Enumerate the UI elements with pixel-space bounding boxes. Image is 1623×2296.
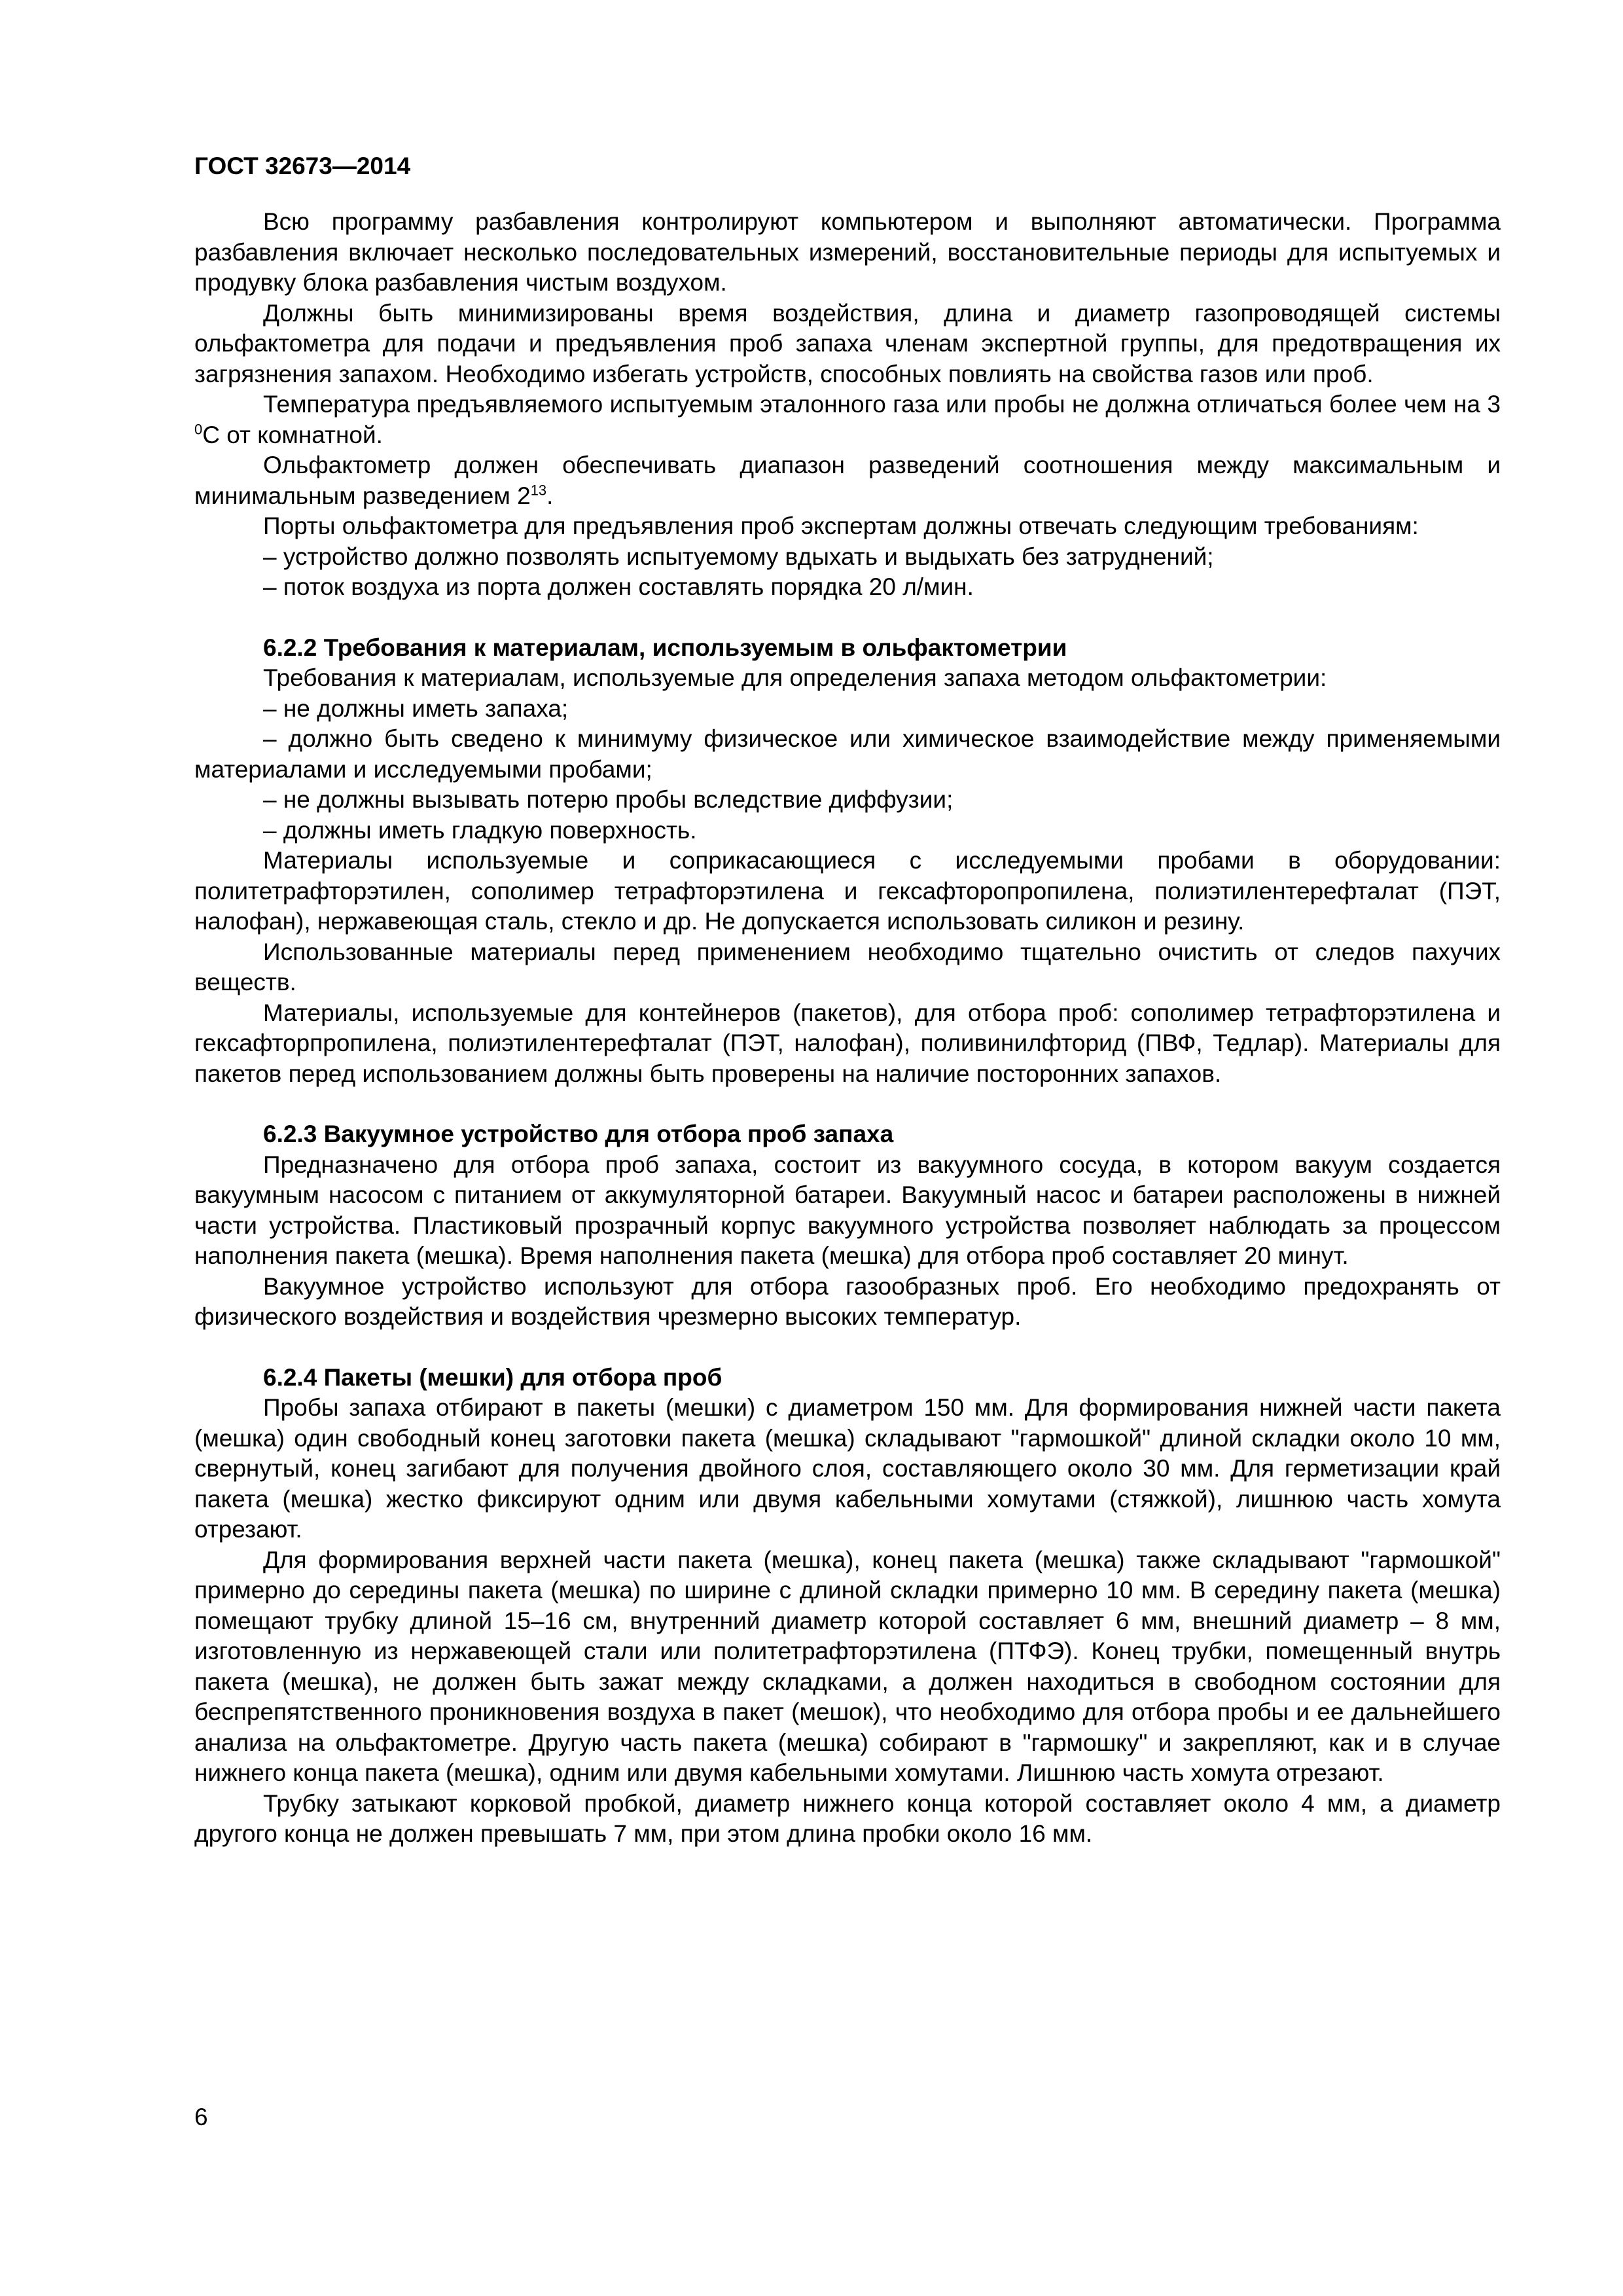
paragraph: Должны быть минимизированы время воздействия, длина и диаметр газопроводящей системы ольфактометра для подачи и предъявления проб запаха членам экспертной группы, для предотвращения их загрязнения запахом. Необходимо избегать устройств, способных повлиять на свойства газов или проб. [194,299,1501,387]
document-header: ГОСТ 32673—2014 [194,152,411,179]
superscript: 13 [530,482,547,499]
text: Температура предъявляемого испытуемым эталонного газа или пробы не должна отличаться более чем на 3 [263,391,1501,418]
paragraph: Использованные материалы перед применением необходимо тщательно очистить от следов пахучих веществ. [194,938,1501,996]
paragraph: Материалы, используемые для контейнеров (пакетов), для отбора проб: сополимер тетрафторэтилена и гексафторпропилена, полиэтилентерефталат (ПЭТ, налофан), поливинилфторид (ПВФ, Тедлар). Материалы для пакетов перед использованием должны быть проверены на наличие посторонних запахов. [194,999,1501,1087]
paragraph-temperature [194,389,1501,450]
list-item: – должно быть сведено к минимуму физическое или химическое взаимодействие между применяемыми материалами и исследуемыми пробами; [194,725,1501,783]
list-item: – не должны вызывать потерю пробы вследствие диффузии; [263,786,954,813]
list-item: – поток воздуха из порта должен составлять порядка 20 л/мин. [263,573,974,600]
paragraph: Предназначено для отбора проб запаха, состоит из вакуумного сосуда, в котором вакуум создается вакуумным насосом с питанием от аккумуляторной батареи. Вакуумный насос и батареи расположены в нижней части устройства. Пластиковый прозрачный корпус вакуумного устройства позволяет наблюдать за процессом наполнения пакета (мешка). Время наполнения пакета (мешка) для отбора проб составляет 20 минут. [194,1151,1501,1269]
list-item: – устройство должно позволять испытуемому вдыхать и выдыхать без затруднений; [263,543,1214,570]
paragraph: Порты ольфактометра для предъявления проб экспертам должны отвечать следующим требованиям: [263,512,1419,539]
paragraph-dilution [194,450,1501,511]
superscript: 0 [194,421,203,438]
paragraph: Вакуумное устройство используют для отбора газообразных проб. Его необходимо предохранять от физического воздействия и воздействия чрезмерно высоких температур. [194,1272,1501,1330]
section-title-6-2-2: 6.2.2 Требования к материалам, используемым в ольфактометрии [263,634,1067,661]
text: . [546,482,554,509]
paragraph: Требования к материалам, используемые для определения запаха методом ольфактометрии: [263,664,1327,691]
list-item: – не должны иметь запаха; [263,694,569,722]
text: Ольфактометр должен обеспечивать диапазон разведений соотношения между максимальным и минимальным разведением 2 [194,452,1501,509]
section-title-6-2-3: 6.2.3 Вакуумное устройство для отбора проб запаха [263,1121,894,1147]
document-page [194,152,1501,1850]
text: С от комнатной. [202,421,383,448]
section-title-6-2-4: 6.2.4 Пакеты (мешки) для отбора проб [263,1363,722,1391]
list-item: – должны иметь гладкую поверхность. [263,816,697,844]
paragraph: Пробы запаха отбирают в пакеты (мешки) с диаметром 150 мм. Для формирования нижней части пакета (мешка) один свободный конец заготовки пакета (мешка) складывают "гармошкой" длиной складки около 10 мм, свернутый, конец загибают для получения двойного слоя, составляющего около 30 мм. Для герметизации край пакета (мешка) жестко фиксируют одним или двумя кабельными хомутами (стяжкой), лишнюю часть хомута отрезают. [194,1394,1501,1543]
paragraph: Трубку затыкают корковой пробкой, диаметр нижнего конца которой составляет около 4 мм, а диаметр другого конца не должен превышать 7 мм, при этом длина пробки около 16 мм. [194,1789,1501,1847]
paragraph: Материалы используемые и соприкасающиеся с исследуемыми пробами в оборудовании: политетрафторэтилен, сополимер тетрафторэтилена и гексафторопропилена, полиэтилентерефталат (ПЭТ, налофан), нержавеющая сталь, стекло и др. Не допускается использовать силикон и резину. [194,847,1501,935]
paragraph: Всю программу разбавления контролируют компьютером и выполняют автоматически. Программа разбавления включает несколько последовательных измерений, восстановительные периоды для испытуемых и продувку блока разбавления чистым воздухом. [194,208,1501,296]
page-number: 6 [194,2104,208,2130]
paragraph: Для формирования верхней части пакета (мешка), конец пакета (мешка) также складывают "гармошкой" примерно до середины пакета (мешка) по ширине с длиной складки примерно 10 мм. В середину пакета (мешка) помещают трубку длиной 15–16 см, внутренний диаметр которой составляет 6 мм, внешний диаметр – 8 мм, изготовленную из нержавеющей стали или политетрафторэтилена (ПТФЭ). Конец трубки, помещенный внутрь пакета (мешка), не должен быть зажат между складками, а должен находиться в свободном состоянии для беспрепятственного проникновения воздуха в пакет (мешок), что необходимо для отбора пробы и ее дальнейшего анализа на ольфактометре. Другую часть пакета (мешка) собирают в "гармошку" и закрепляют, как и в случае нижнего конца пакета (мешка), одним или двумя кабельными хомутами. Лишнюю часть хомута отрезают. [194,1546,1501,1786]
